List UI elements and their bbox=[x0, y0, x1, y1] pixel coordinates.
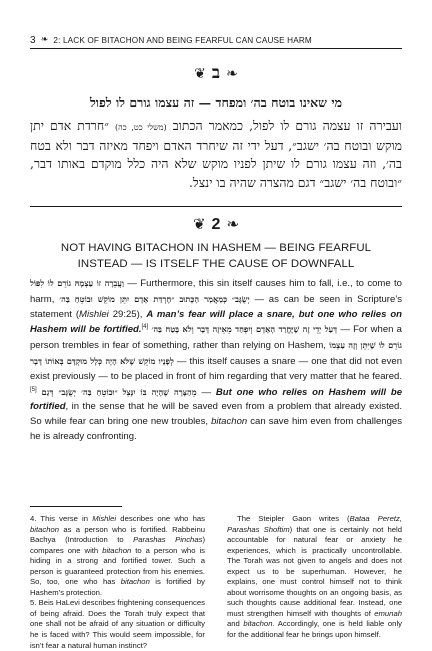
footnote-ref[interactable]: [5] bbox=[30, 386, 37, 393]
footnote-4: 4. This verse in Mishlei describes one who has bitachon as a person who is fortified. Rabbeinu Bachya (Introduction to Parashas Pinchas) compares one with bitachon to a person who is hiding in a strong and fortified tower. Such a person is guaranteed protection from his enemies. So, too, one who has bitachon is fortified by Hashem’s protection. bbox=[30, 514, 205, 597]
footnote-5-continued: The Steipler Gaon writes (Bataa Peretz, Parashas Shoftim) that one is certainly not held accountable for natural fear or anxiety he experiences, which is practically uncontrollable. The Torah was not given to angels and does not expect us to be superhuman. However, he explains, one must control himself not to think about worrisome thoughts on an ongoing basis, as such thoughts cause additional fear. Instead, one must strengthen himself with thoughts of emunah and bitachon. Accordingly, one is held liable only for the additional fear he brings upon himself. bbox=[227, 514, 402, 640]
hebrew-quote: מֵהַצָּרָה שֶׁהָיָה בּוֹ יִנָּצֵל bbox=[122, 386, 197, 397]
hebrew-quote: גוֹרֵם לוֹ שֶׁיִּתֵּן לְפָנָיו מוֹקֵשׁ שֶׁלֹּא הָיָה כְּלָל מוּקְדָּם בְּאוֹתוֹ דָּבָר bbox=[30, 340, 403, 366]
body-segment: can save him even from challenges he is already confronting. bbox=[30, 416, 402, 442]
body-segment: — as can be seen in Scripture’s statement ( bbox=[30, 293, 403, 320]
footnote-column-right bbox=[227, 514, 402, 651]
body-segment: — bbox=[196, 386, 216, 398]
ornament-icon: ❧ bbox=[40, 35, 49, 45]
section-number: 2 bbox=[211, 216, 221, 233]
book-name: Mishlei bbox=[79, 308, 109, 320]
english-section-title bbox=[30, 241, 402, 272]
running-header bbox=[30, 33, 402, 47]
hebrew-quote: כְּמַאֲמַר הַכָּתוּב ״חֶרְדַּת אָדָם יִתֵּן מוֹקֵשׁ וּבוֹטֵחַ בַּה׳ bbox=[59, 293, 228, 304]
section-divider bbox=[30, 206, 402, 207]
hebrew-source-ref: (משלי כט, כה) bbox=[115, 123, 167, 132]
hebrew-text-a: ועבירה זו עצמה גורם לו לפול, כמאמר הכתוב bbox=[166, 118, 402, 133]
body-segment: 29:25), bbox=[108, 308, 147, 320]
hebrew-quote: דְּעַל יְדֵי זֶה שֶׁיֶּחֱרַד הָאָדָם וְיִפְחַד מֵאֵיזֶה דָּבָר וְלֹא בָּטַח בַּה׳ bbox=[151, 324, 338, 335]
english-section-number bbox=[0, 214, 432, 235]
right-ornament-icon: ❧ bbox=[226, 66, 238, 82]
page-number: 3 bbox=[30, 34, 36, 46]
verse-translation: But one who relies on Hashem will be fortified bbox=[30, 386, 403, 413]
footnote-5: 5. Beis HaLevi describes frightening consequences of being afraid. Does the Torah truly expect that one shall not be afraid of any situation or difficulty he is faced with? This would seem impossible, for isn’t fear a natural human instinct? bbox=[30, 598, 205, 650]
hebrew-quote: ״וּבוֹטֵחַ בַּה׳ יְשֻׂגָּב״ דְּגַם bbox=[41, 386, 118, 397]
header-rule bbox=[30, 48, 402, 49]
left-ornament-icon: ❦ bbox=[194, 66, 206, 82]
hebrew-section-title: מי שאינו בוטח בה׳ ומפחד — זה עצמו גורם לו לפול bbox=[89, 95, 343, 110]
hebrew-quote: וְזֶה עַצְמוֹ bbox=[329, 340, 358, 351]
footnote-column-left bbox=[30, 514, 205, 651]
footnotes bbox=[30, 514, 402, 651]
title-line-2: INSTEAD — IS ITSELF THE CAUSE OF DOWNFALL bbox=[77, 257, 355, 270]
title-line-1: NOT HAVING BITACHON IN HASHEM — BEING FEARFUL bbox=[60, 242, 372, 254]
hebrew-text-b: ״חרדת אדם יתן מוקש ובוטח בה׳ ישגב״, דעל ידי זה שיחרד האדם ויפחד מאיזה דבר ולא בטח בה׳, וזה עצמו גורם לו שיתן לפניו מוקש שלא היה כלל מוקדם באותו דבר, ״ובוטח בה׳ ישגב״ דגם מהצרה שהיה בו ינצל. bbox=[30, 118, 402, 190]
hebrew-section-letter: ב bbox=[211, 63, 221, 83]
term-bitachon: bitachon bbox=[211, 416, 248, 428]
body-segment: — Furthermore, this sin itself causes him to fall, i.e., to come to harm, bbox=[30, 278, 402, 305]
body-segment: , in the sense that he will be saved even from a problem that already existed. So while fear can bring one new troubles, bbox=[30, 401, 402, 428]
chapter-title: 2: LACK OF BITACHON AND BEING FEARFUL CAN CAUSE HARM bbox=[53, 35, 312, 45]
hebrew-paragraph bbox=[30, 117, 402, 192]
hebrew-quote: וַעֲבֵרָה זוֹ עַצְמָהּ גוֹרֵם לוֹ לִפּוֹל bbox=[30, 278, 125, 288]
right-ornament-icon: ❧ bbox=[226, 215, 240, 233]
verse-translation: A man’s fear will place a snare, but one who relies on Hashem will be fortified. bbox=[30, 308, 402, 336]
body-text bbox=[30, 276, 402, 445]
hebrew-quote: יְשֻׂגָּב״ bbox=[231, 293, 250, 304]
left-ornament-icon: ❦ bbox=[192, 215, 206, 233]
body-segment: — this itself causes a snare — one that did not even exist previously — to be placed in front of him regarding that very matter that he feared. bbox=[30, 355, 402, 382]
hebrew-section-number bbox=[0, 63, 432, 84]
footnote-rule bbox=[30, 506, 122, 507]
body-segment: — For when a person trembles in fear of something, rather than relying on Hashem, bbox=[30, 324, 402, 352]
footnote-ref[interactable]: [4] bbox=[141, 324, 149, 331]
